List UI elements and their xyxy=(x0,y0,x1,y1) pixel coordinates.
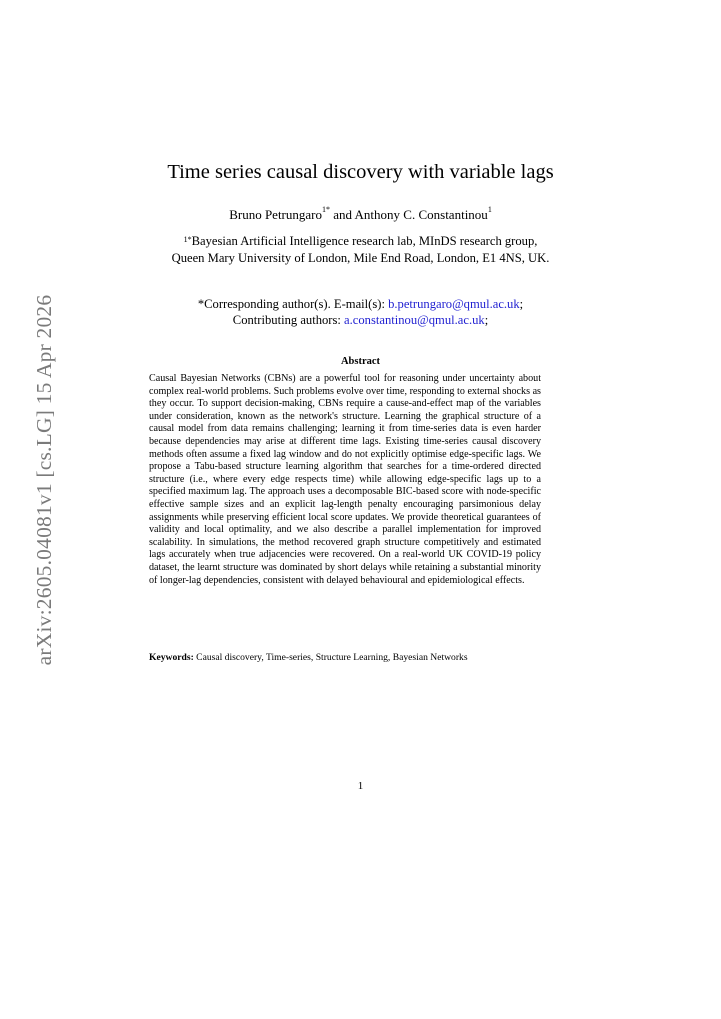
arxiv-identifier[interactable]: arXiv:2605.04081v1 [cs.LG] 15 Apr 2026 xyxy=(32,294,56,666)
page-number: 1 xyxy=(357,780,364,792)
corresponding-email-link[interactable]: b.petrungaro@qmul.ac.uk xyxy=(388,297,520,311)
author-list xyxy=(0,207,721,223)
author-affiliation-mark: 1* xyxy=(321,205,330,214)
affiliation xyxy=(0,233,721,267)
affiliation-line: Queen Mary University of London, Mile End Road, London, E1 4NS, UK. xyxy=(171,251,550,265)
correspondence-line: *Corresponding author(s). E-mail(s): b.petrungaro@qmul.ac.uk; xyxy=(197,297,524,311)
author-name: Anthony C. Constantinou xyxy=(354,207,488,222)
contributing-email-link[interactable]: a.constantinou@qmul.ac.uk xyxy=(344,313,485,327)
correspondence xyxy=(0,296,721,328)
affiliation-line: $^{1*}$Bayesian Artificial Intelligence research lab, MInDS research group, xyxy=(183,234,538,248)
author-name: Bruno Petrungaro xyxy=(229,207,322,222)
contributing-line: Contributing authors: a.constantinou@qmul.ac.uk; xyxy=(232,313,489,327)
abstract-heading: Abstract xyxy=(340,356,381,367)
author-affiliation-mark: 1 xyxy=(487,205,492,214)
abstract-text: Causal Bayesian Networks (CBNs) are a powerful tool for reasoning under uncertainty about complex real-world problems. Such problems evolve over time, responding to external shocks as they occur. To support decision-making, CBNs require a cause-and-effect map of the variables under consideration, known as the network's structure. Learning the graphical structure of a causal model from data remains challenging; learning it from time-series data is even harder because dependencies may arise at different time lags. Existing time-series causal discovery methods often assume a fixed lag window and do not explicitly optimise edge-specific lags. We propose a Tabu-based structure learning algorithm that searches for a time-ordered directed structure (i.e., where every edge respects time) while allowing edge-specific lags up to a specified maximum lag. The approach uses a decomposable BIC-based score with node-specific effective sample sizes and an explicit lag-length penalty encouraging parsimonious delay assignments while preserving efficient local score updates. We provide theoretical guarantees of validity and local optimality, and we also describe a parallel implementation for improved scalability. In simulations, the method recovered graph structure competitively and estimated lags accurately when true adjacencies were recovered. On a real-world UK COVID-19 policy dataset, the learnt structure was dominated by short delays while retaining a substantial minority of longer-lag dependencies, consistent with delayed behavioural and epidemiological effects. xyxy=(149,373,541,586)
keywords-label: Keywords: xyxy=(149,652,194,663)
paper-title: Time series causal discovery with variable lags xyxy=(167,161,554,183)
keywords-list: Causal discovery, Time-series, Structure Learning, Bayesian Networks xyxy=(193,652,468,663)
affiliation-mark: 1* xyxy=(183,235,192,244)
author-separator: and xyxy=(329,207,355,222)
keywords xyxy=(149,652,541,663)
